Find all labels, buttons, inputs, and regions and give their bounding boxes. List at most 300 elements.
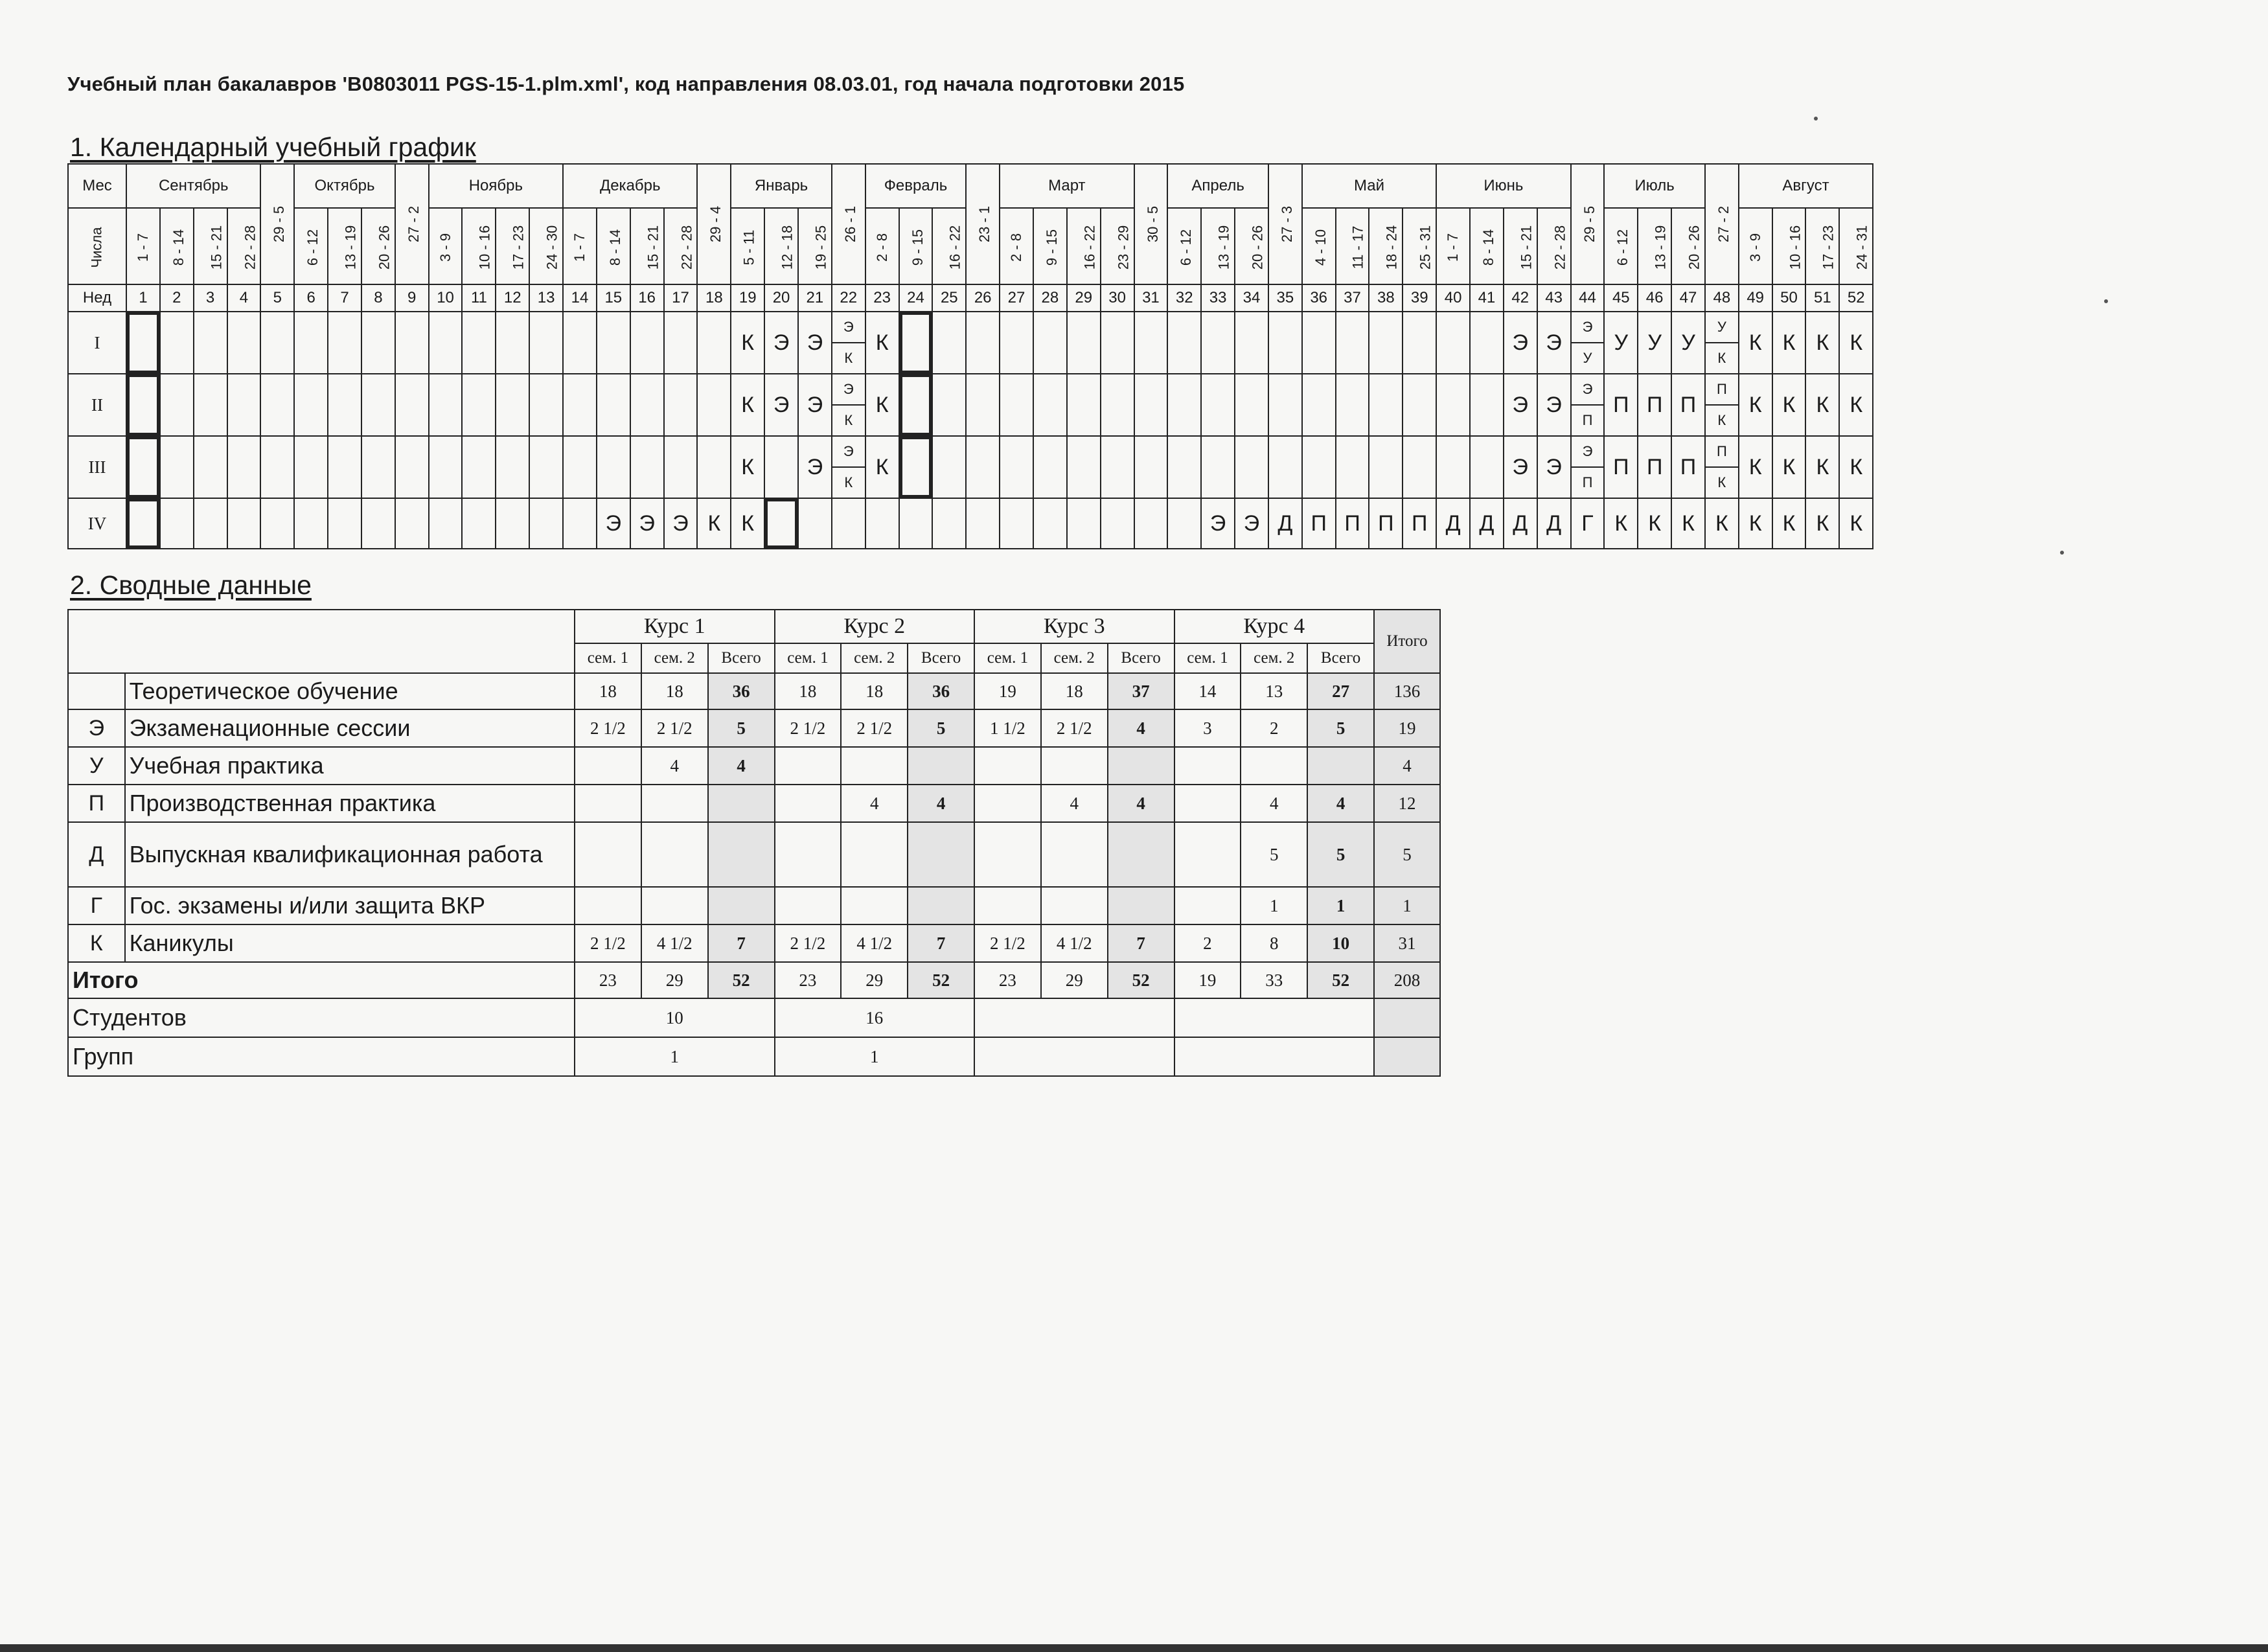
week-date-text: 9 - 15 [909, 229, 926, 266]
semester-value-cell: 2 1/2 [974, 924, 1041, 962]
week-date-cell [1470, 208, 1504, 284]
activity-code: Д [1546, 511, 1562, 536]
week-date-cell [1033, 208, 1067, 284]
schedule-cell [1033, 498, 1067, 549]
schedule-cell [1638, 498, 1671, 549]
week-date-cell [1772, 208, 1806, 284]
week-date-cell [126, 208, 160, 284]
course-total-cell [708, 887, 775, 924]
week-number-cell: 23 [865, 284, 899, 312]
split-top: Э [1572, 312, 1604, 343]
activity-code: К [1682, 511, 1695, 536]
schedule-cell [597, 374, 630, 436]
schedule-cell [328, 374, 361, 436]
calendar-schedule-table [67, 163, 1873, 549]
semester-value-cell: 2 1/2 [775, 924, 842, 962]
schedule-cell [1101, 498, 1134, 549]
schedule-cell [731, 374, 764, 436]
schedule-cell [630, 498, 664, 549]
month-transition-cell [260, 164, 294, 284]
schedule-cell [1772, 374, 1806, 436]
semester-header: Всего [708, 643, 775, 673]
semester-value-cell: 2 1/2 [841, 709, 908, 747]
semester-value-cell [775, 822, 842, 887]
schedule-cell [1805, 498, 1839, 549]
course-total-cell [708, 822, 775, 887]
schedule-cell [361, 498, 395, 549]
activity-code: У [1647, 330, 1662, 355]
schedule-cell [1167, 436, 1201, 498]
activity-code: Э [1243, 511, 1260, 536]
week-date-text: 1 - 7 [1445, 233, 1461, 262]
week-number-cell: 32 [1167, 284, 1201, 312]
semester-value-cell: 19 [974, 673, 1041, 709]
week-date-text: 10 - 16 [476, 225, 493, 270]
schedule-cell [1571, 312, 1605, 374]
activity-code: К [1816, 454, 1829, 479]
split-top: Э [832, 312, 865, 343]
week-date-text: 20 - 26 [1249, 225, 1266, 270]
semester-header: сем. 2 [1241, 643, 1307, 673]
month-name-cell: Октябрь [294, 164, 395, 208]
course-total-cell: 4 [1307, 785, 1374, 822]
week-date-cell [1671, 208, 1705, 284]
schedule-cell [932, 374, 966, 436]
week-date-text: 5 - 11 [740, 229, 757, 265]
week-date-cell [1604, 208, 1638, 284]
activity-code: К [875, 392, 889, 417]
week-date-text: 22 - 28 [1551, 225, 1568, 270]
week-date-text: 1 - 7 [571, 233, 588, 262]
course-total-cell: 36 [708, 673, 775, 709]
activity-code: К [1614, 511, 1628, 536]
week-number-cell: 14 [563, 284, 597, 312]
schedule-cell [966, 374, 1000, 436]
schedule-cell [697, 374, 731, 436]
week-number-cell: 35 [1268, 284, 1302, 312]
schedule-cell [1705, 436, 1739, 498]
itogo-label: Итого [68, 962, 575, 998]
course-total-cell: 37 [1108, 673, 1174, 709]
month-transition-cell [1134, 164, 1168, 284]
week-number-cell: 34 [1235, 284, 1268, 312]
schedule-cell [832, 436, 865, 498]
week-date-text: 6 - 12 [1178, 229, 1195, 266]
grand-total-cell: 136 [1374, 673, 1440, 709]
activity-name-cell: Гос. экзамены и/или защита ВКР [125, 887, 575, 924]
semester-value-cell: 2 [1174, 924, 1241, 962]
schedule-cell [1671, 374, 1705, 436]
week-number-cell: 2 [160, 284, 194, 312]
week-number-cell: 21 [798, 284, 832, 312]
week-number-cell: 22 [832, 284, 865, 312]
course-row [68, 498, 1873, 549]
week-number-cell: 42 [1504, 284, 1537, 312]
schedule-cell [1201, 498, 1235, 549]
schedule-cell [1369, 498, 1403, 549]
course-total-cell: 5 [1307, 709, 1374, 747]
schedule-cell [1571, 374, 1605, 436]
week-date-cell [529, 208, 563, 284]
schedule-cell [529, 374, 563, 436]
month-name-cell: Январь [731, 164, 832, 208]
schedule-cell [563, 312, 597, 374]
activity-code-cell: К [68, 924, 125, 962]
activity-code: К [1715, 511, 1728, 536]
schedule-cell [1369, 312, 1403, 374]
semester-header: Всего [908, 643, 974, 673]
semester-value-cell [775, 887, 842, 924]
schedule-cell [1839, 374, 1873, 436]
summary-row [68, 924, 1440, 962]
semester-value-cell [974, 785, 1041, 822]
semester-value-cell: 2 1/2 [641, 709, 708, 747]
schedule-cell [1033, 436, 1067, 498]
summary-row [68, 747, 1440, 785]
schedule-cell [1201, 312, 1235, 374]
course-total-cell [908, 887, 974, 924]
week-date-cell [597, 208, 630, 284]
semester-value-cell: 1 1/2 [974, 709, 1041, 747]
week-date-cell [1739, 208, 1772, 284]
semester-value-cell: 4 [641, 747, 708, 785]
semester-value-cell: 18 [775, 673, 842, 709]
week-number-cell: 29 [1067, 284, 1101, 312]
transition-date: 30 - 5 [1144, 205, 1161, 243]
month-transition-cell [395, 164, 429, 284]
split-cell [832, 312, 865, 373]
month-name-cell: Май [1302, 164, 1436, 208]
schedule-cell [227, 312, 261, 374]
week-date-cell [496, 208, 529, 284]
split-cell [1706, 312, 1738, 373]
schedule-cell [429, 374, 463, 436]
transition-date: 27 - 3 [1279, 205, 1296, 243]
schedule-cell [1839, 312, 1873, 374]
activity-name-cell: Экзаменационные сессии [125, 709, 575, 747]
summary-row [68, 785, 1440, 822]
schedule-cell [361, 436, 395, 498]
activity-code: У [1614, 330, 1629, 355]
split-top: Э [1572, 374, 1604, 406]
schedule-cell [832, 312, 865, 374]
schedule-cell [395, 312, 429, 374]
week-date-text: 15 - 21 [1518, 225, 1535, 270]
course-total-cell [908, 822, 974, 887]
week-number-cell: 38 [1369, 284, 1403, 312]
schedule-cell [1033, 374, 1067, 436]
schedule-cell [260, 436, 294, 498]
semester-value-cell: 4 1/2 [641, 924, 708, 962]
month-name-cell: Декабрь [563, 164, 697, 208]
activity-code-cell: П [68, 785, 125, 822]
schedule-cell [1403, 312, 1436, 374]
schedule-cell [1268, 498, 1302, 549]
week-date-text: 16 - 22 [1081, 225, 1098, 270]
transition-date: 27 - 2 [1715, 205, 1732, 243]
course-total-cell [1307, 747, 1374, 785]
schedule-cell [1436, 312, 1470, 374]
week-date-text: 13 - 19 [1652, 225, 1669, 270]
schedule-cell [731, 312, 764, 374]
course-header: Курс 1 [575, 610, 775, 643]
grand-total-cell [1374, 998, 1440, 1037]
activity-code: К [1782, 330, 1796, 355]
semester-header: сем. 1 [974, 643, 1041, 673]
schedule-cell [462, 374, 496, 436]
split-bottom: П [1582, 412, 1593, 428]
schedule-cell [1302, 374, 1336, 436]
semester-value-cell: 4 [1241, 785, 1307, 822]
week-number-cell: 5 [260, 284, 294, 312]
schedule-cell [1470, 498, 1504, 549]
schedule-cell [1302, 436, 1336, 498]
semester-value-cell: 29 [841, 962, 908, 998]
schedule-cell [764, 498, 798, 549]
split-cell [832, 374, 865, 435]
schedule-cell [664, 436, 698, 498]
dates-label-text: Числа [89, 226, 105, 268]
month-header-label: Мес [68, 164, 126, 208]
month-name-cell: Ноябрь [429, 164, 563, 208]
schedule-cell [563, 374, 597, 436]
schedule-cell [1101, 312, 1134, 374]
split-top: П [1706, 437, 1738, 468]
summary-row [68, 887, 1440, 924]
split-bottom: К [1717, 474, 1726, 490]
schedule-cell [462, 436, 496, 498]
activity-code-cell: Г [68, 887, 125, 924]
week-number-cell: 40 [1436, 284, 1470, 312]
schedule-cell [1067, 498, 1101, 549]
week-number-cell: 36 [1302, 284, 1336, 312]
summary-groups-row [68, 1037, 1440, 1076]
semester-value-cell [641, 887, 708, 924]
activity-code: К [1782, 511, 1796, 536]
schedule-cell [865, 312, 899, 374]
week-date-cell [194, 208, 227, 284]
semester-value-cell: 23 [575, 962, 641, 998]
schedule-cell [1134, 498, 1168, 549]
activity-code-cell [68, 673, 125, 709]
month-name-cell: Июнь [1436, 164, 1570, 208]
schedule-cell [1235, 498, 1268, 549]
calendar-month-row [68, 164, 1873, 208]
week-date-cell [1201, 208, 1235, 284]
activity-code: П [1311, 511, 1327, 536]
schedule-cell [1739, 498, 1772, 549]
groups-value-cell: 1 [775, 1037, 975, 1076]
course-header: Курс 4 [1174, 610, 1375, 643]
schedule-cell [798, 312, 832, 374]
week-number-cell: 8 [361, 284, 395, 312]
week-date-text: 8 - 14 [170, 229, 187, 266]
week-number-cell: 47 [1671, 284, 1705, 312]
course-total-cell: 4 [1108, 709, 1174, 747]
activity-code: Э [773, 392, 790, 417]
course-total-cell [908, 747, 974, 785]
week-date-text: 23 - 29 [1114, 225, 1131, 270]
semester-value-cell: 19 [1174, 962, 1241, 998]
schedule-cell [932, 436, 966, 498]
schedule-cell [496, 498, 529, 549]
split-bottom: К [844, 350, 853, 366]
schedule-cell [395, 498, 429, 549]
activity-code: Э [1546, 454, 1562, 479]
week-number-cell: 48 [1705, 284, 1739, 312]
schedule-cell [529, 498, 563, 549]
schedule-cell [1504, 374, 1537, 436]
schedule-cell [1436, 498, 1470, 549]
schedule-cell [697, 436, 731, 498]
semester-value-cell: 2 1/2 [575, 709, 641, 747]
week-number-cell: 26 [966, 284, 1000, 312]
week-date-cell [932, 208, 966, 284]
semester-value-cell [1041, 822, 1108, 887]
schedule-cell [1504, 498, 1537, 549]
week-date-text: 6 - 12 [304, 229, 321, 266]
semester-value-cell: 2 1/2 [1041, 709, 1108, 747]
schedule-cell [932, 312, 966, 374]
schedule-cell [160, 312, 194, 374]
course-total-cell: 36 [908, 673, 974, 709]
week-number-cell: 44 [1571, 284, 1605, 312]
semester-value-cell [841, 887, 908, 924]
schedule-cell [697, 312, 731, 374]
schedule-cell [126, 312, 160, 374]
schedule-cell [1436, 436, 1470, 498]
schedule-cell [932, 498, 966, 549]
course-row [68, 436, 1873, 498]
course-label: IV [68, 498, 126, 549]
week-date-cell [764, 208, 798, 284]
summary-corner [68, 610, 575, 673]
week-date-cell [664, 208, 698, 284]
semester-value-cell [1041, 747, 1108, 785]
schedule-cell [832, 374, 865, 436]
split-bottom: К [844, 412, 853, 428]
activity-code: К [1782, 454, 1796, 479]
split-cell [1706, 374, 1738, 435]
week-date-text: 24 - 31 [1853, 225, 1870, 270]
schedule-cell [1772, 312, 1806, 374]
week-date-text: 22 - 28 [241, 225, 258, 270]
course-total-cell: 7 [1108, 924, 1174, 962]
schedule-cell [328, 312, 361, 374]
week-date-text: 6 - 12 [1614, 229, 1631, 266]
schedule-cell [1739, 374, 1772, 436]
dates-header-label [68, 208, 126, 284]
month-name-cell: Февраль [865, 164, 967, 208]
schedule-cell [764, 374, 798, 436]
schedule-cell [260, 498, 294, 549]
schedule-cell [966, 312, 1000, 374]
activity-code: Э [1546, 330, 1562, 355]
students-value-cell: 16 [775, 998, 975, 1037]
activity-code: Э [605, 511, 622, 536]
week-number-cell: 20 [764, 284, 798, 312]
schedule-cell [126, 374, 160, 436]
scan-speck [2104, 299, 2108, 303]
schedule-cell [1839, 498, 1873, 549]
schedule-cell [1000, 312, 1033, 374]
activity-code: П [1613, 454, 1629, 479]
activity-code: К [1648, 511, 1662, 536]
course-total-cell [708, 785, 775, 822]
week-number-cell: 31 [1134, 284, 1168, 312]
week-date-text: 13 - 19 [342, 225, 359, 270]
schedule-cell [462, 312, 496, 374]
week-number-cell: 46 [1638, 284, 1671, 312]
week-number-cell: 4 [227, 284, 261, 312]
students-label: Студентов [68, 998, 575, 1037]
semester-header: сем. 2 [641, 643, 708, 673]
semester-header: сем. 1 [1174, 643, 1241, 673]
split-top: Э [832, 437, 865, 468]
split-cell [1572, 374, 1604, 435]
schedule-cell [1235, 436, 1268, 498]
schedule-cell [1436, 374, 1470, 436]
activity-code: К [1850, 392, 1863, 417]
schedule-cell [496, 374, 529, 436]
week-date-text: 8 - 14 [1480, 229, 1497, 266]
schedule-cell [496, 312, 529, 374]
schedule-cell [529, 436, 563, 498]
groups-value-cell [974, 1037, 1174, 1076]
activity-code: П [1344, 511, 1360, 536]
schedule-cell [1671, 312, 1705, 374]
semester-header: сем. 1 [775, 643, 842, 673]
schedule-cell [1604, 436, 1638, 498]
schedule-cell [1470, 312, 1504, 374]
semester-value-cell: 18 [575, 673, 641, 709]
schedule-cell [1739, 436, 1772, 498]
schedule-cell [160, 374, 194, 436]
summary-itogo-row [68, 962, 1440, 998]
week-number-cell: 9 [395, 284, 429, 312]
schedule-cell [899, 312, 933, 374]
transition-date: 23 - 1 [976, 205, 993, 243]
week-date-cell [227, 208, 261, 284]
week-date-text: 15 - 21 [644, 225, 661, 270]
activity-code: К [707, 511, 721, 536]
schedule-cell [731, 498, 764, 549]
schedule-cell [227, 498, 261, 549]
semester-value-cell [1241, 747, 1307, 785]
activity-code: П [1680, 454, 1697, 479]
schedule-cell [328, 436, 361, 498]
schedule-cell [1571, 436, 1605, 498]
summary-students-row [68, 998, 1440, 1037]
transition-date: 26 - 1 [842, 205, 858, 243]
schedule-cell [1403, 436, 1436, 498]
schedule-cell [630, 374, 664, 436]
course-row [68, 312, 1873, 374]
week-number-cell: 15 [597, 284, 630, 312]
semester-value-cell: 33 [1241, 962, 1307, 998]
activity-code: К [741, 330, 755, 355]
schedule-cell [1805, 374, 1839, 436]
week-number-cell: 25 [932, 284, 966, 312]
schedule-cell [1705, 312, 1739, 374]
students-value-cell [1174, 998, 1375, 1037]
semester-value-cell: 23 [775, 962, 842, 998]
schedule-cell [1805, 312, 1839, 374]
month-transition-cell [1268, 164, 1302, 284]
schedule-cell [966, 498, 1000, 549]
semester-header: Всего [1307, 643, 1374, 673]
week-date-cell [160, 208, 194, 284]
